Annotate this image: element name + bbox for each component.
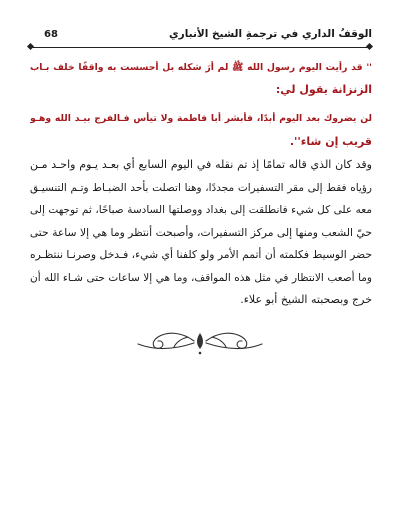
quote-line: الزنزانة يقول لي:	[275, 83, 372, 96]
header-rule	[32, 47, 370, 48]
body-line: رؤياه فقط إلى مقر التسفيرات مجددًا، وهنا اتصلت بأحد الضبـاط وتـم التنسيـق	[30, 182, 372, 194]
body-line: معه على كل شيء فانطلقت إلى بغداد ووصلتها السادسة صباحًا، ثم توجهت إلى	[30, 204, 372, 216]
body-line: وما أصعب الانتظار في مثل هذه المواقف، وما هي إلا ساعات حتى شـاء الله أن	[30, 272, 372, 284]
calligraphic-divider-icon	[130, 326, 270, 356]
quote-line: '' قد رأيت اليوم رسول الله ﷺ لم أرَ شكله بل أحسست به واقفًا خلف بـاب	[30, 62, 372, 73]
running-title: الوقفُ الداري في ترجمةِ الشيخ الأنباري	[169, 28, 372, 40]
page-number: 68	[44, 29, 58, 40]
body-line: وقد كان الذي قاله تمامًا إذ تم نقله في اليوم السابع أي بعـد يـوم واحـد مـن	[30, 158, 372, 171]
quote-line: لن يضروك بعد اليوم أبدًا، فأبشر أبا فاطمة ولا تيأس فـالفرج بيـد الله وهـو	[30, 113, 372, 124]
body-line: حيّ الشعب ومنها إلى مركز التسفيرات، وأصبحت أنتظر وما هي إلا ساعة حتى	[30, 226, 372, 239]
body-line: حضر الوسيط فكلمته أن أتمم الأمر ولو كلفنا أي شيء، فـدخل وصرنـا ننتظـره	[30, 248, 372, 261]
running-header	[30, 28, 372, 46]
body-line: خرج وبصحبته الشيخ أبو علاء.	[240, 293, 372, 306]
quote-line: قريب إن شاء''.	[289, 135, 372, 148]
